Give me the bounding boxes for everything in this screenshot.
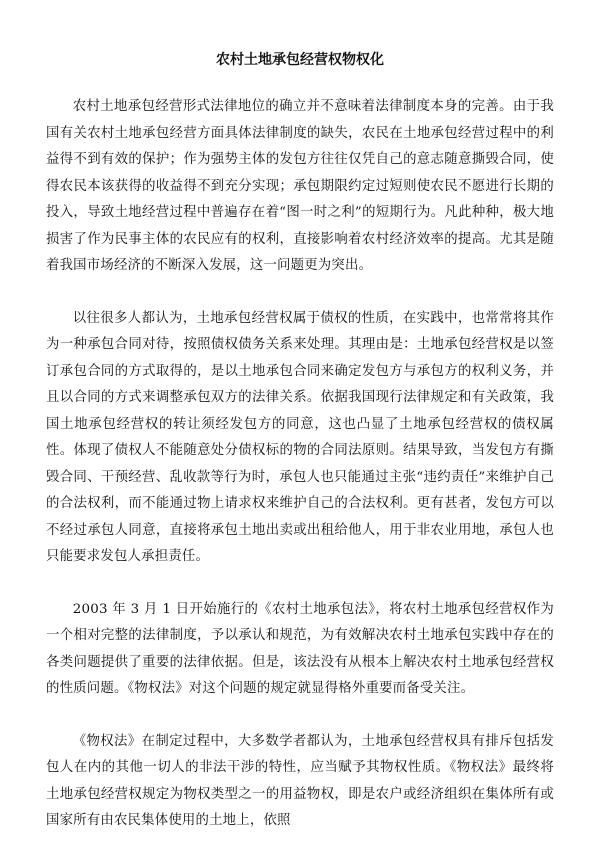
document-title: 农村土地承包经营权物权化: [216, 52, 384, 68]
paragraph-2: 以往很多人都认为，土地承包经营权属于债权的性质，在实践中，也常常将其作为一种承包合同对待，按照债权债务关系来处理。其理由是：土地承包经营权是以签订承包合同的方式取得的，是以土地承包合同来确定发包方与承包方的权利义务，并且以合同的方式来调整承包双方的法律关系。依据我国现行法律规定和有关政策，我国土地承包经营权的转让须经发包方的同意，这也凸显了土地承包经营权的债权属性。体现了债权人不能随意处分债权标的物的合同法原则。结果导致，当发包方有撕毁合同、干预经营、乱收款等行为时，承包人也只能通过主张“违约责任”来维护自己的合法权利，而不能通过物上请求权来维护自己的合法权利。更有甚者，发包方可以不经过承包人同意，直接将承包土地出卖或出租给他人，用于非农业用地，承包人也只能要求发包人承担责任。: [46, 310, 554, 564]
paragraph-1: 农村土地承包经营形式法律地位的确立并不意味着法律制度本身的完善。由于我国有关农村土地承包经营方面具体法律制度的缺失，农民在土地承包经营过程中的利益得不到有效的保护；作为强势主体的发包方往往仅凭自己的意志随意撕毁合同，使得农民本该获得的收益得不到充分实现；承包期限约定过短则使农民不愿进行长期的投入，导致土地经营过程中普遍存在着“图一时之利”的短期行为。凡此种种，极大地损害了作为民事主体的农民应有的权利，直接影响着农村经济效率的提高。尤其是随着我国市场经济的不断深入发展，这一问题更为突出。: [46, 99, 554, 273]
paragraph-4: 《物权法》在制定过程中，大多数学者都认为，土地承包经营权具有排斥包括发包人在内的其他一切人的非法干涉的特性，应当赋予其物权性质。《物权法》最终将土地承包经营权规定为物权类型之一的用益物权，即是农户或经济组织在集体所有或国家所有由农民集体使用的土地上，依照: [46, 733, 554, 828]
paragraph-3: 2003 年 3 月 1 日开始施行的《农村土地承包法》，将农村土地承包经营权作为一个相对完整的法律制度，予以承认和规范，为有效解决农村土地承包实践中存在的各类问题提供了重要的法律依据。但是，该法没有从根本上解决农村土地承包经营权的性质问题。《物权法》对这个问题的规定就显得格外重要而备受关注。: [46, 601, 554, 696]
document-body: [46, 94, 554, 850]
